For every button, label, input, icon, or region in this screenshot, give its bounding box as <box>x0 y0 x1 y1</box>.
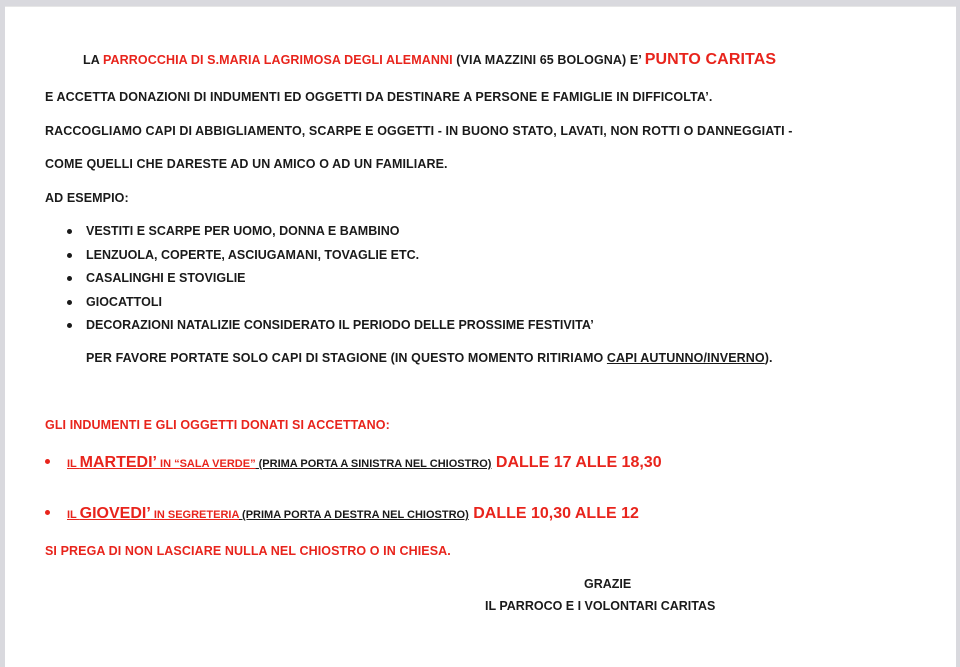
examples-list <box>67 222 594 340</box>
header-line <box>83 51 776 69</box>
schedule-thursday <box>45 505 639 523</box>
punto-caritas: PUNTO CARITAS <box>644 51 777 68</box>
schedule-tuesday <box>45 454 662 472</box>
body-line-1: E ACCETTA DONAZIONI DI INDUMENTI ED OGGETTI DA DESTINARE A PERSONE E FAMIGLIE IN DIFFICOLTA’. <box>45 90 713 104</box>
parish-address: (VIA MAZZINI 65 BOLOGNA) E’ <box>452 53 645 67</box>
closing-thanks: GRAZIE <box>584 577 632 591</box>
body-line-2: RACCOGLIAMO CAPI DI ABBIGLIAMENTO, SCARPE E OGGETTI - IN BUONO STATO, LAVATI, NON ROTTI O DANNEGGIATI - <box>45 124 793 138</box>
schedule-where: (PRIMA PORTA A SINISTRA NEL CHIOSTRO) <box>255 458 492 470</box>
examples-heading: AD ESEMPIO: <box>45 191 129 205</box>
list-item: GIOCATTOLI <box>67 293 594 317</box>
season-underlined: CAPI AUTUNNO/INVERNO <box>606 351 765 365</box>
list-item: VESTITI E SCARPE PER UOMO, DONNA E BAMBINO <box>67 222 594 246</box>
body-line-3: COME QUELLI CHE DARESTE AD UN AMICO O AD UN FAMILIARE. <box>45 157 448 171</box>
document-page <box>5 6 956 667</box>
bullet-dot <box>45 459 50 464</box>
schedule-day: GIOVEDI’ <box>79 505 151 522</box>
bullet-dot <box>45 510 50 515</box>
schedule-time: DALLE 10,30 ALLE 12 <box>468 505 639 522</box>
closing-signature: IL PARROCO E I VOLONTARI CARITAS <box>485 599 716 613</box>
list-item: DECORAZIONI NATALIZIE CONSIDERATO IL PERIODO DELLE PROSSIME FESTIVITA’ <box>67 316 594 340</box>
schedule-il: IL <box>67 458 80 470</box>
season-end: ). <box>764 351 773 365</box>
list-item: LENZUOLA, COPERTE, ASCIUGAMANI, TOVAGLIE ETC. <box>67 246 594 270</box>
schedule-where: (PRIMA PORTA A DESTRA NEL CHIOSTRO) <box>238 509 469 521</box>
header-prefix: LA <box>83 53 103 67</box>
season-text: PER FAVORE PORTATE SOLO CAPI DI STAGIONE (IN QUESTO MOMENTO RITIRIAMO <box>86 351 607 365</box>
accept-heading: GLI INDUMENTI E GLI OGGETTI DONATI SI ACCETTANO: <box>45 418 390 432</box>
schedule-time: DALLE 17 ALLE 18,30 <box>491 454 662 471</box>
schedule-day: MARTEDI’ <box>79 454 157 471</box>
list-item: CASALINGHI E STOVIGLIE <box>67 269 594 293</box>
warning-note: SI PREGA DI NON LASCIARE NULLA NEL CHIOSTRO O IN CHIESA. <box>45 544 451 558</box>
schedule-il: IL <box>67 509 80 521</box>
season-note <box>86 351 773 365</box>
parish-name: PARROCCHIA DI S.MARIA LAGRIMOSA DEGLI ALEMANNI <box>102 53 453 67</box>
schedule-place: IN “SALA VERDE” <box>156 458 256 470</box>
schedule-place: IN SEGRETERIA <box>150 509 239 521</box>
